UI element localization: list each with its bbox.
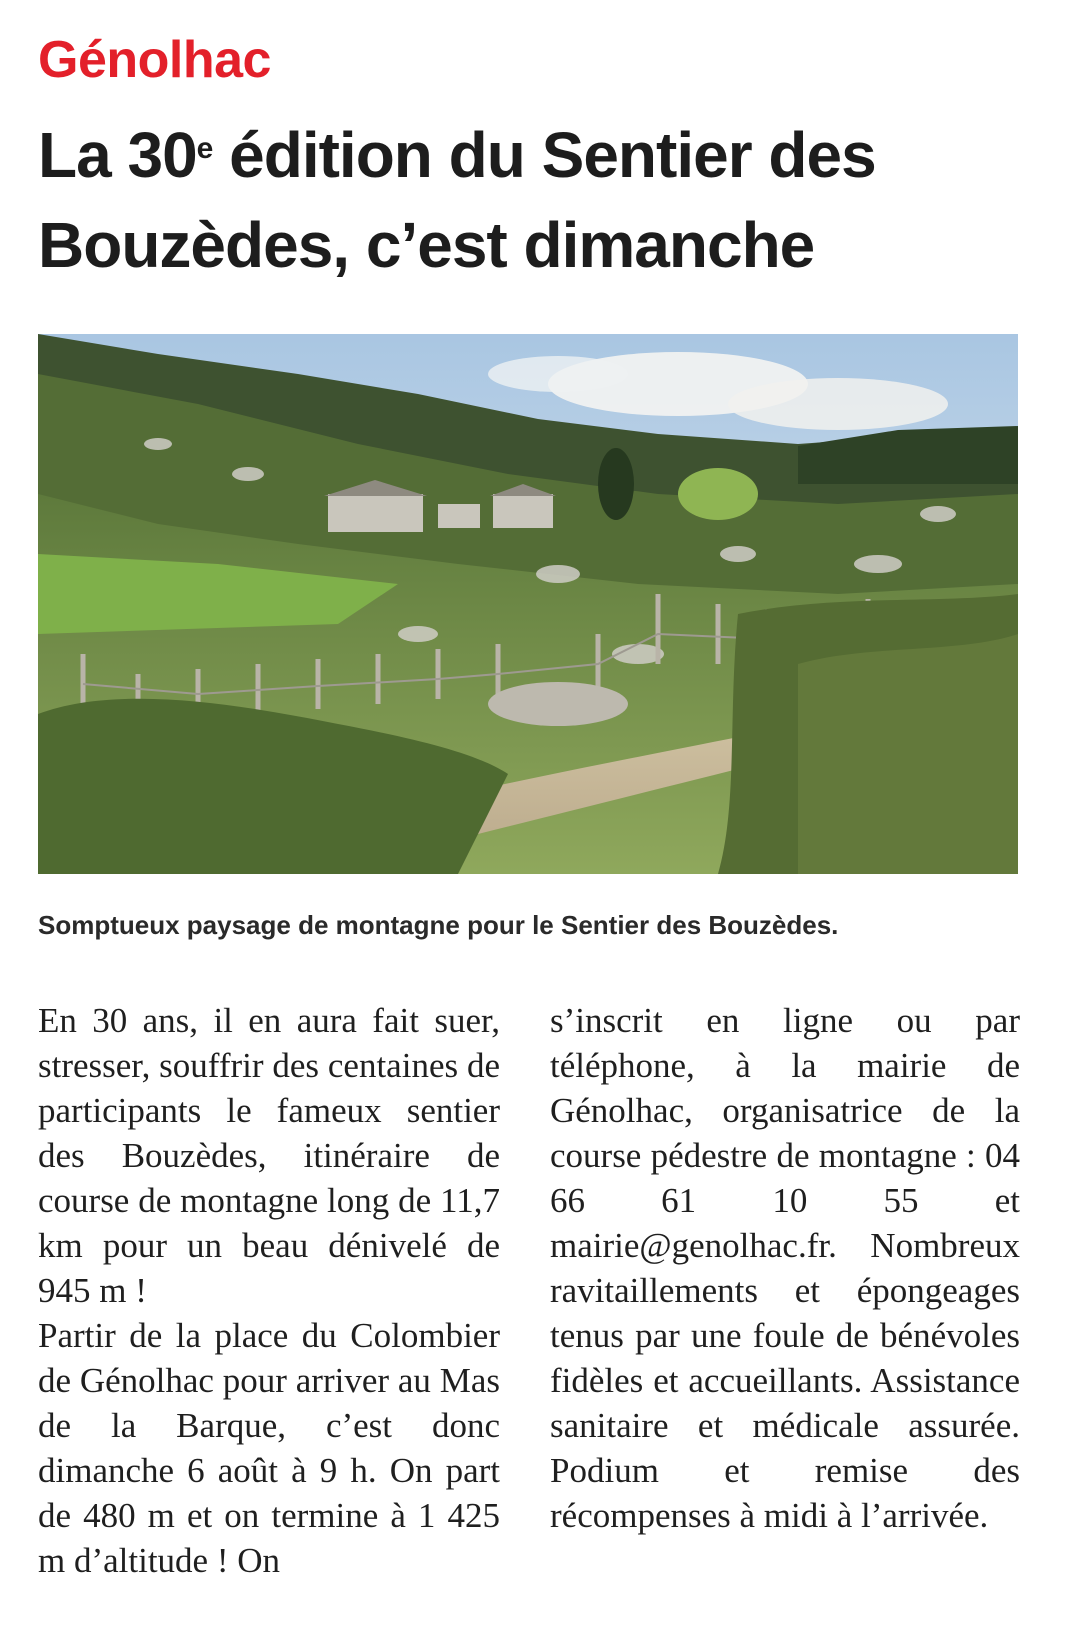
article-column-1 bbox=[38, 998, 500, 1583]
headline-superscript: e bbox=[196, 132, 213, 165]
body-paragraph-1: En 30 ans, il en aura fait suer, stresser, souffrir des centaines de participants le fameux sentier des Bouzèdes, itinéraire de course de montagne long de 11,7 km pour un beau dénivelé de 945 m ! bbox=[38, 1001, 500, 1310]
article-headline bbox=[38, 110, 1048, 290]
body-paragraph-2: Partir de la place du Colombier de Génolhac pour arriver au Mas de la Barque, c’est donc dimanche 6 août à 9 h. On part de 480 m et on termine à 1 425 m d’altitude ! On bbox=[38, 1316, 500, 1580]
photo-caption: Somptueux paysage de montagne pour le Sentier des Bouzèdes. bbox=[38, 910, 839, 940]
article-kicker: Génolhac bbox=[38, 31, 271, 89]
headline-part1: La 30 bbox=[38, 119, 197, 191]
headline-part2: édition du Sentier des Bouzèdes, c’est dimanche bbox=[38, 119, 876, 281]
body-paragraph-3: s’inscrit en ligne ou par téléphone, à la mairie de Génolhac, organisatrice de la course pédestre de montagne : 04 66 61 10 55 et mairie@genolhac.fr. Nombreux ravitaillements et épongeages tenus par une foule de bénévoles fidèles et accueillants. Assistance sanitaire et médicale assurée. Podium et remise des récompenses à midi à l’arrivée. bbox=[550, 1001, 1020, 1535]
landscape-photo bbox=[38, 334, 1018, 874]
article-column-2 bbox=[550, 998, 1020, 1538]
